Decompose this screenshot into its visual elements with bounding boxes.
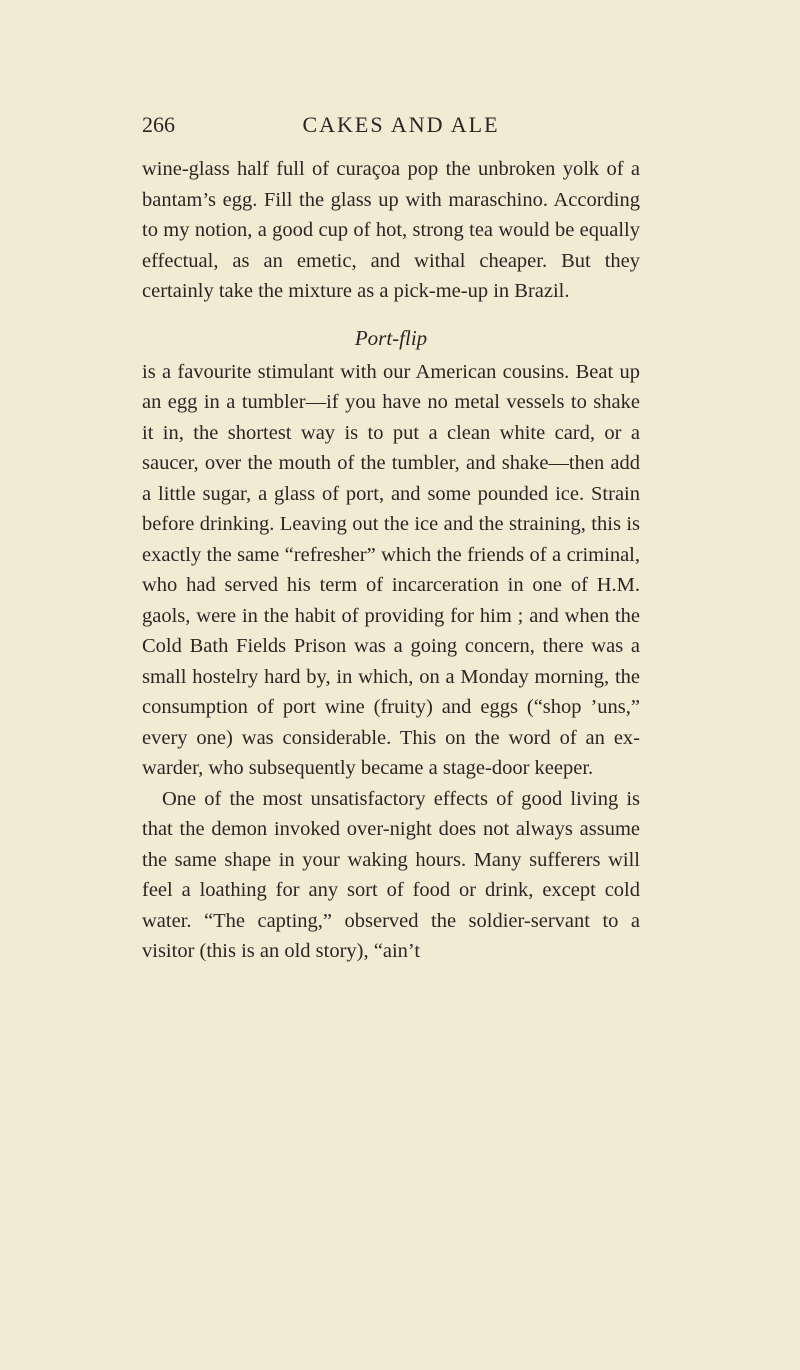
subheading-port-flip: Port-flip bbox=[354, 325, 428, 350]
running-title: CAKES AND ALE bbox=[302, 112, 500, 137]
paragraph-port-flip: is a favourite stimulant with our American cousins. Beat up an egg in a tumbler—if you have no metal vessels to shake it in, the shortest way is to put a clean white card, or a saucer, over the mouth of the tumbler, and shake—then add a little sugar, a glass of port, and some pounded ice. Strain before drinking. Leaving out the ice and the straining, this is exactly the same “refresher” which the friends of a criminal, who had served his term of incarceration in one of H.M. gaols, were in the habit of providing for him ; and when the Cold Bath Fields Prison was a going concern, there was a small hostelry hard by, in which, on a Monday morning, the consumption of port wine (fruity) and eggs (“shop ’uns,” every one) was considerable. This on the word of an ex-warder, who subsequently became a stage-door keeper. bbox=[142, 360, 640, 779]
paragraph-good-living: One of the most unsatisfactory effects of good living is that the demon invoked over-night does not always assume the same shape in your waking hours. Many sufferers will feel a loathing for any sort of food or drink, except cold water. “The capting,” observed the soldier-servant to a visitor (this is an old story), “ain’t bbox=[142, 787, 640, 962]
paragraph-curacoa: wine-glass half full of curaçoa pop the unbroken yolk of a bantam’s egg. Fill the glass up with maraschino. According to my notion, a good cup of hot, strong tea would be equally effectual, as an emetic, and withal cheaper. But they certainly take the mixture as a pick-me-up in Brazil. bbox=[142, 158, 640, 302]
text-block bbox=[142, 154, 640, 967]
running-head bbox=[142, 112, 640, 142]
page-number: 266 bbox=[142, 112, 175, 137]
